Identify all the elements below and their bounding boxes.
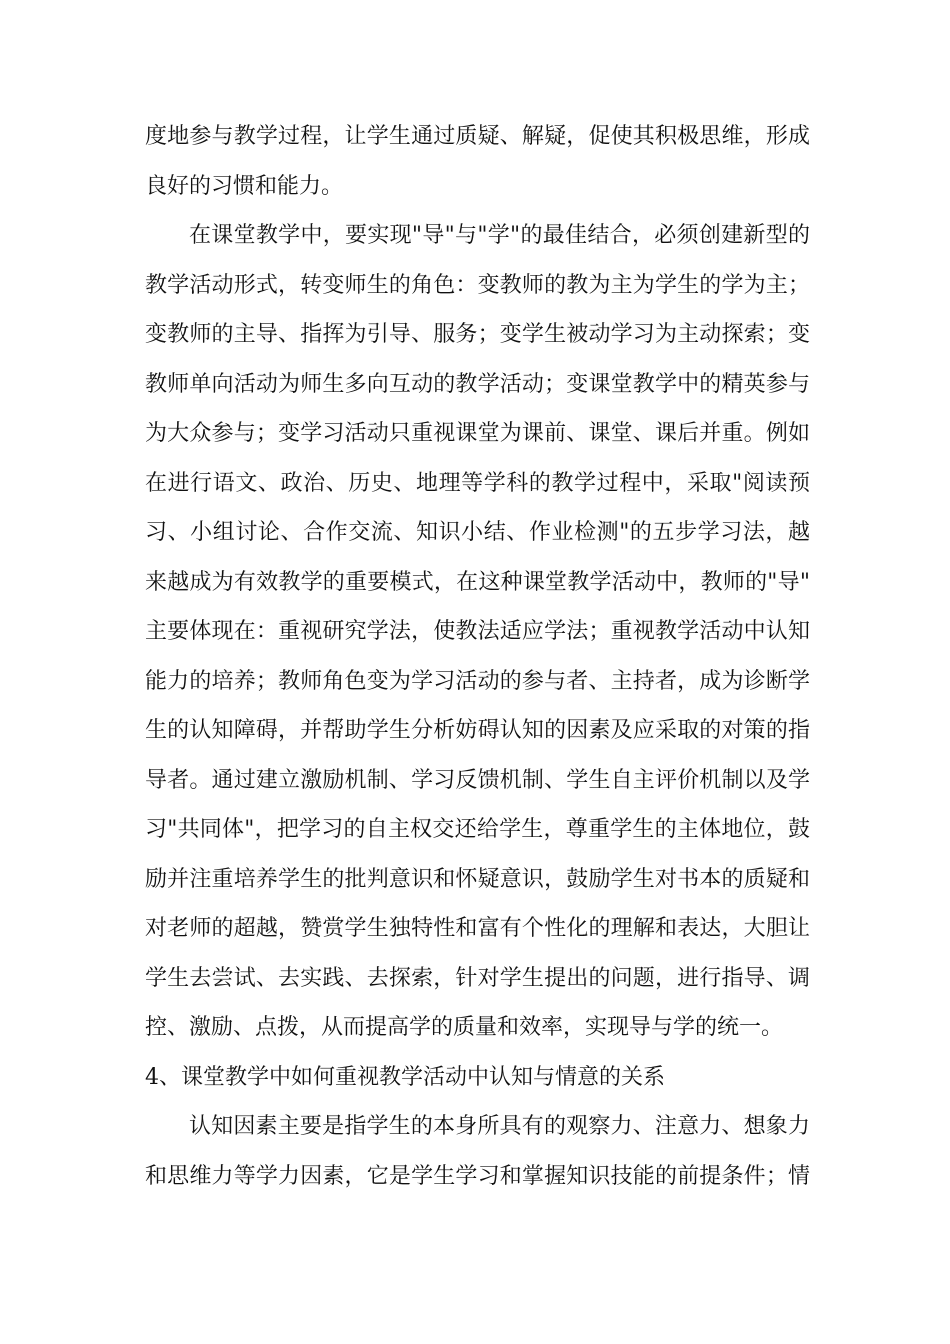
text-line: 来越成为有效教学的重要模式，在这种课堂教学活动中，教师的"导" xyxy=(145,569,810,595)
text-line: 励并注重培养学生的批判意识和怀疑意识，鼓励学生对书本的质疑和 xyxy=(145,866,810,892)
text-line: 控、激励、点拨，从而提高学的质量和效率，实现导与学的统一。 xyxy=(145,1015,784,1040)
text-line: 为大众参与；变学习活动只重视课堂为课前、课堂、课后并重。例如 xyxy=(145,421,810,446)
text-line: 度地参与教学过程，让学生通过质疑、解疑，促使其积极思维，形成 xyxy=(145,124,810,149)
text-line: 认知因素主要是指学生的本身所具有的观察力、注意力、想象力 xyxy=(189,1114,810,1139)
text-line: 和思维力等学力因素，它是学生学习和掌握知识技能的前提条件；情 xyxy=(145,1163,810,1189)
text-line: 主要体现在：重视研究学法，使教法适应学法；重视教学活动中认知 xyxy=(145,619,810,644)
text-line: 教学活动形式，转变师生的角色：变教师的教为主为学生的学为主； xyxy=(145,272,810,298)
text-line: 对老师的超越，赞赏学生独特性和富有个性化的理解和表达，大胆让 xyxy=(145,916,810,941)
text-line: 变教师的主导、指挥为引导、服务；变学生被动学习为主动探索；变 xyxy=(145,322,810,347)
text-line: 教师单向活动为师生多向互动的教学活动；变课堂教学中的精英参与 xyxy=(145,371,810,397)
text-line: 良好的习惯和能力。 xyxy=(145,173,344,199)
text-line: 习、小组讨论、合作交流、知识小结、作业检测"的五步学习法，越 xyxy=(145,520,810,545)
text-line: 在课堂教学中，要实现"导"与"学"的最佳结合，必须创建新型的 xyxy=(189,223,810,248)
text-line: 学生去尝试、去实践、去探索，针对学生提出的问题，进行指导、调 xyxy=(145,965,810,991)
document-body xyxy=(145,112,810,1201)
text-line: 习"共同体"，把学习的自主权交还给学生，尊重学生的主体地位，鼓 xyxy=(145,817,810,842)
text-line: 能力的培养；教师角色变为学习活动的参与者、主持者，成为诊断学 xyxy=(145,668,810,694)
section-heading: 4、课堂教学中如何重视教学活动中认知与情意的关系 xyxy=(145,1064,665,1090)
text-line: 导者。通过建立激励机制、学习反馈机制、学生自主评价机制以及学 xyxy=(145,767,810,793)
text-line: 生的认知障碍，并帮助学生分析妨碍认知的因素及应采取的对策的指 xyxy=(145,718,810,743)
text-line: 在进行语文、政治、历史、地理等学科的教学过程中，采取"阅读预 xyxy=(145,470,810,496)
